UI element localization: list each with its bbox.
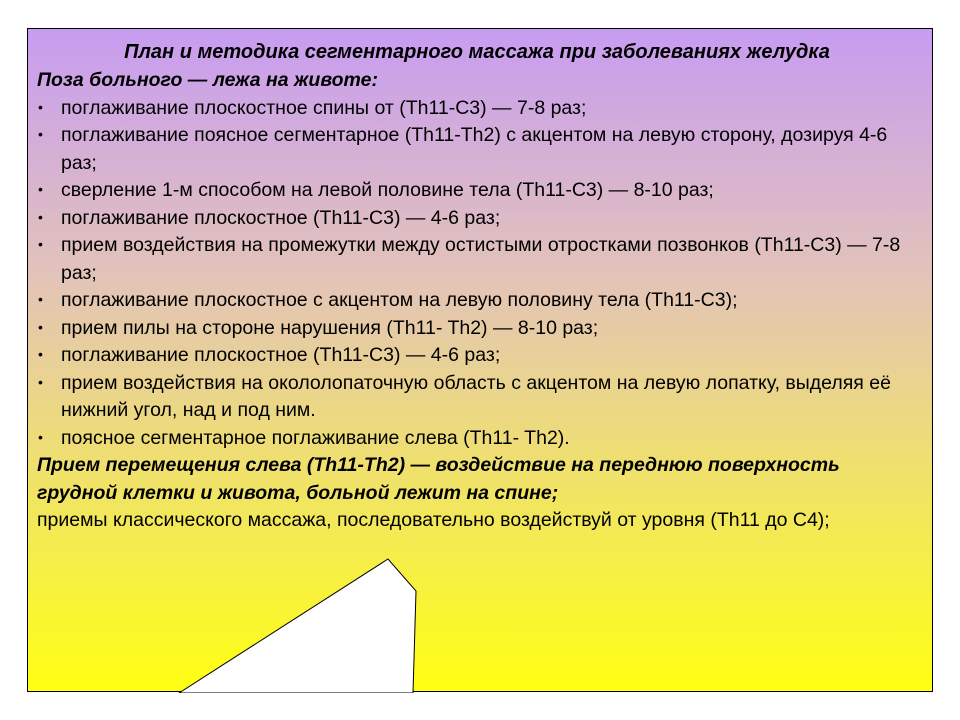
- slide-content: [37, 37, 917, 535]
- bullet-icon: •: [38, 428, 43, 445]
- list-item: [37, 232, 917, 287]
- slide-title: План и методика сегментарного массажа при заболеваниях желудка: [124, 41, 830, 63]
- list-item: [37, 205, 917, 233]
- outro-bold-text: Прием перемещения слева (Th11-Th2) — воздействие на переднюю поверхность грудной клетки и живота, больной лежит на спине;: [37, 454, 840, 504]
- list-item-text: поясное сегментарное поглаживание слева (Th11- Th2).: [61, 426, 570, 449]
- procedure-list: [37, 95, 917, 453]
- outro-normal-text: приемы классического массажа, последовательно воздействуй от уровня (Th11 до C4);: [37, 509, 830, 531]
- pose-heading: Поза больного — лежа на животе:: [37, 69, 378, 91]
- bullet-icon: •: [38, 291, 43, 307]
- content-panel: [27, 28, 933, 692]
- list-item-text: прием воздействия на промежутки между остистыми отростками позвонков (Th11-C3) — 7-8 раз;: [61, 234, 901, 284]
- list-item-text: прием пилы на стороне нарушения (Th11- Th2) — 8-10 раз;: [61, 316, 599, 339]
- list-item: [37, 315, 917, 343]
- bullet-icon: •: [38, 236, 43, 252]
- list-item-text: поглаживание плоскостное (Th11-C3) — 4-6 раз;: [61, 344, 501, 366]
- bullet-icon: •: [38, 318, 43, 335]
- bullet-icon: •: [38, 98, 43, 115]
- bullet-icon: •: [38, 181, 43, 197]
- list-item: [37, 342, 917, 370]
- list-item-text: поглаживание плоскостное (Th11-C3) — 4-6 раз;: [61, 206, 501, 229]
- list-item: [37, 122, 917, 177]
- list-item-text: прием воздействия на окололопаточную область с акцентом на левую лопатку, выделяя её нижний угол, над и под ним.: [61, 371, 891, 421]
- list-item: [37, 177, 917, 205]
- list-item: [37, 95, 917, 123]
- bullet-icon: •: [38, 373, 43, 390]
- list-item: [37, 425, 917, 453]
- list-item-text: поглаживание плоскостное с акцентом на левую половину тела (Th11-C3);: [61, 289, 738, 311]
- bullet-icon: •: [38, 126, 43, 142]
- list-item-text: сверление 1-м способом на левой половине тела (Th11-C3) — 8-10 раз;: [61, 179, 714, 201]
- list-item-text: поглаживание поясное сегментарное (Th11-Th2) с акцентом на левую сторону, дозируя 4-6 раз;: [61, 124, 888, 174]
- list-item: [37, 287, 917, 315]
- list-item: [37, 370, 917, 425]
- bullet-icon: •: [38, 208, 43, 225]
- list-item-text: поглаживание плоскостное спины от (Th11-C3) — 7-8 раз;: [61, 96, 587, 119]
- bullet-icon: •: [38, 346, 43, 362]
